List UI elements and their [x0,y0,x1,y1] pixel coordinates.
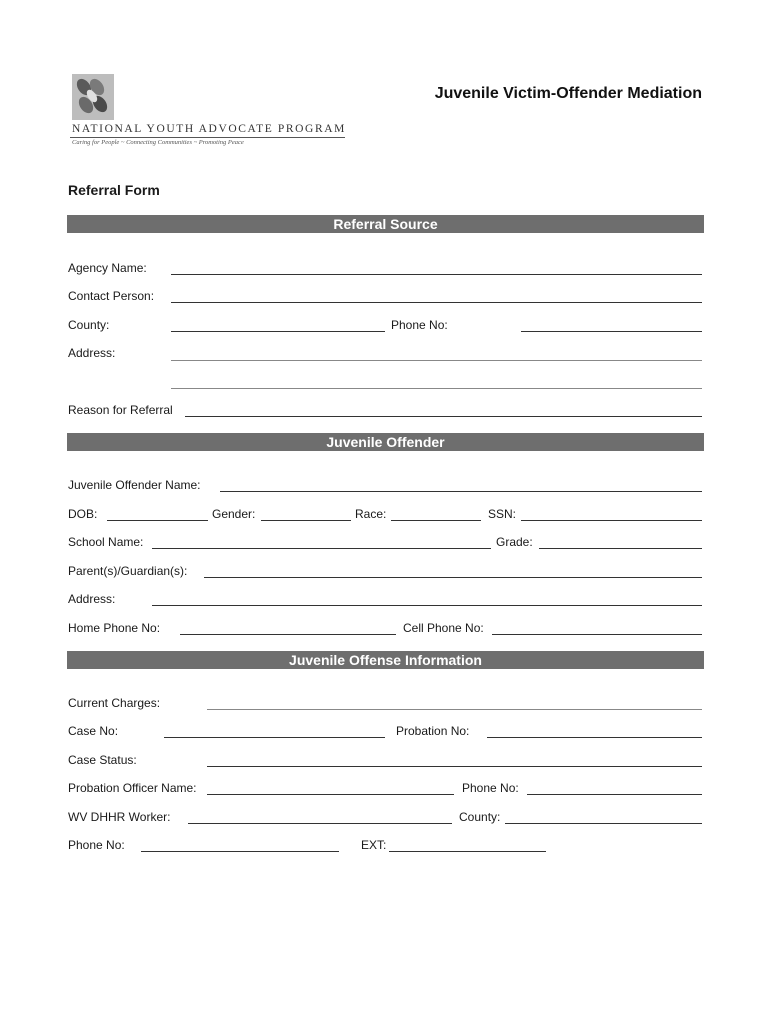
po-phone-field[interactable] [527,794,702,795]
dhhr-worker-label: WV DHHR Worker: [68,810,171,824]
case-status-label: Case Status: [68,753,137,767]
probation-no-field[interactable] [487,737,702,738]
org-name: NATIONAL YOUTH ADVOCATE PROGRAM [72,123,346,135]
dob-field[interactable] [107,520,208,521]
section-header-offense-information: Juvenile Offense Information [67,651,704,669]
dhhr-worker-field[interactable] [188,823,452,824]
contact-person-label: Contact Person: [68,289,155,303]
home-phone-field[interactable] [180,634,396,635]
parents-field[interactable] [204,577,702,578]
grade-field[interactable] [539,548,702,549]
case-no-field[interactable] [164,737,385,738]
county-label: County: [68,318,110,332]
document-title: Juvenile Victim-Offender Mediation [434,85,702,102]
contact-person-field[interactable] [171,302,702,303]
dob-label: DOB: [68,507,98,521]
parents-label: Parent(s)/Guardian(s): [68,564,188,578]
leaf-sprout-icon [72,74,114,120]
dhhr-county-field[interactable] [505,823,702,824]
county-field[interactable] [171,331,385,332]
offender-name-field[interactable] [220,491,702,492]
case-status-field[interactable] [207,766,702,767]
reason-label: Reason for Referral [68,403,173,417]
org-divider [70,137,345,138]
referral-address-field-line-1[interactable] [171,360,702,361]
referral-phone-field[interactable] [521,331,702,332]
agency-name-field[interactable] [171,274,702,275]
dhhr-phone-label: Phone No: [68,838,125,852]
gender-label: Gender: [212,507,256,521]
referral-phone-label: Phone No: [391,318,448,332]
offender-address-field[interactable] [152,605,702,606]
org-tagline: Caring for People ~ Connecting Communities ~ Promoting Peace [72,139,244,146]
probation-officer-label: Probation Officer Name: [68,781,197,795]
section-header-juvenile-offender: Juvenile Offender [67,433,704,451]
current-charges-label: Current Charges: [68,696,161,710]
school-name-field[interactable] [152,548,491,549]
grade-label: Grade: [496,535,533,549]
form-title: Referral Form [68,182,160,198]
school-name-label: School Name: [68,535,144,549]
cell-phone-label: Cell Phone No: [403,621,484,635]
ssn-field[interactable] [521,520,702,521]
referral-address-label: Address: [68,346,116,360]
probation-no-label: Probation No: [396,724,470,738]
cell-phone-field[interactable] [492,634,702,635]
ext-label: EXT: [361,838,387,852]
agency-name-label: Agency Name: [68,261,147,275]
race-field[interactable] [391,520,481,521]
home-phone-label: Home Phone No: [68,621,161,635]
reason-field[interactable] [185,416,702,417]
dhhr-county-label: County: [459,810,501,824]
dhhr-phone-field[interactable] [141,851,339,852]
ssn-label: SSN: [488,507,517,521]
gender-field[interactable] [261,520,351,521]
offender-name-label: Juvenile Offender Name: [68,478,201,492]
po-phone-label: Phone No: [462,781,519,795]
section-header-referral-source: Referral Source [67,215,704,233]
ext-field[interactable] [389,851,546,852]
race-label: Race: [355,507,387,521]
referral-address-field-line-2[interactable] [171,388,702,389]
case-no-label: Case No: [68,724,119,738]
current-charges-field[interactable] [207,709,702,710]
probation-officer-field[interactable] [207,794,454,795]
offender-address-label: Address: [68,592,116,606]
